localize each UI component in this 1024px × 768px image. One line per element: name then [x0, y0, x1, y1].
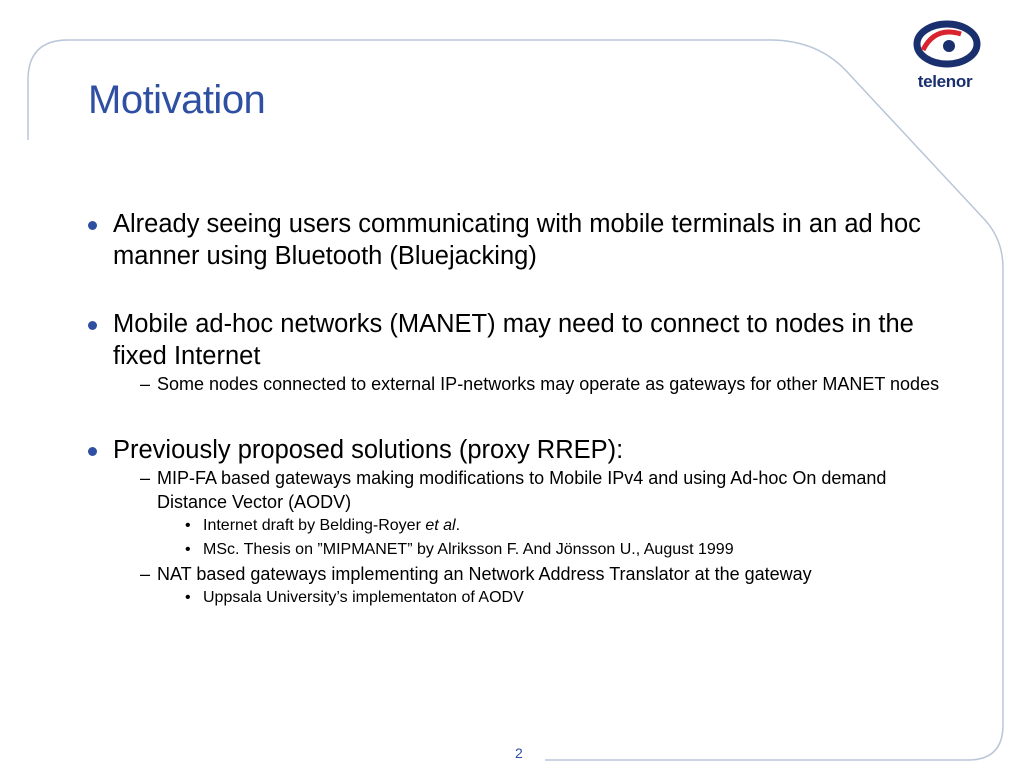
bullet-level2	[88, 562, 948, 586]
telenor-swirl-icon	[905, 20, 985, 72]
slide-body	[88, 208, 948, 610]
dot-marker: •	[185, 589, 191, 606]
telenor-logo	[905, 20, 1001, 100]
bullet-text: Uppsala University’s implementaton of AODV	[203, 589, 524, 606]
bullet-text-italic: et al	[425, 517, 456, 534]
bullet-text: Mobile ad-hoc networks (MANET) may need to connect to nodes in the fixed Internet	[113, 310, 914, 370]
bullet-text: NAT based gateways implementing an Network Address Translator at the gateway	[157, 564, 812, 584]
bullet-dot-icon	[88, 221, 97, 230]
page-title: Motivation	[88, 78, 266, 122]
bullet-level3	[88, 514, 948, 538]
bullet-text: Previously proposed solutions (proxy RREP):	[113, 436, 624, 464]
bullet-level2	[88, 372, 948, 396]
bullet-text-prefix: Internet draft by Belding-Royer	[203, 517, 426, 534]
bullet-level2	[88, 466, 948, 514]
dash-marker: –	[140, 468, 151, 488]
bullet-level1	[88, 208, 948, 272]
logo-wordmark: telenor	[917, 72, 973, 91]
dot-marker: •	[185, 517, 191, 534]
dash-marker: –	[140, 564, 151, 584]
bullet-level1	[88, 434, 948, 466]
dash-marker: –	[140, 374, 151, 394]
bullet-text: MSc. Thesis on ”MIPMANET” by Alriksson F. And Jönsson U., August 1999	[203, 541, 734, 558]
bullet-text: Already seeing users communicating with mobile terminals in an ad hoc manner using Bluetooth (Bluejacking)	[113, 210, 921, 270]
dot-marker: •	[185, 541, 191, 558]
page-number: 2	[515, 745, 523, 761]
bullet-text: Some nodes connected to external IP-networks may operate as gateways for other MANET nodes	[157, 374, 940, 394]
bullet-dot-icon	[88, 321, 97, 330]
bullet-level1	[88, 308, 948, 372]
bullet-level3	[88, 538, 948, 562]
bullet-text: MIP-FA based gateways making modifications to Mobile IPv4 and using Ad-hoc On demand Distance Vector (AODV)	[157, 468, 887, 512]
bullet-text-suffix: .	[455, 517, 461, 534]
bullet-level3	[88, 586, 948, 610]
bullet-dot-icon	[88, 447, 97, 456]
